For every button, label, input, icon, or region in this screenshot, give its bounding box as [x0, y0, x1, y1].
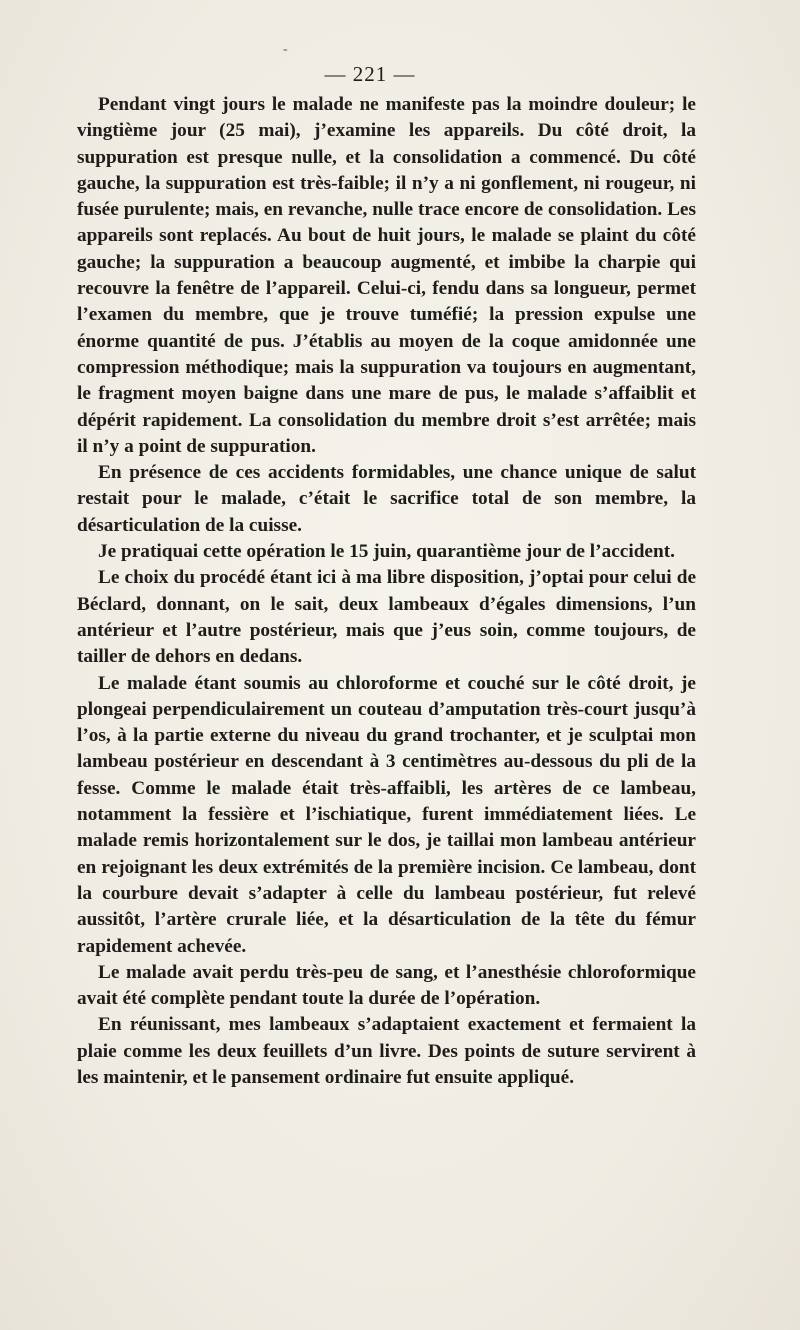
paragraph: Je pratiquai cette opération le 15 juin, quarantième jour de l’accident. [98, 541, 675, 563]
paragraph: En réunissant, mes lambeaux s’adaptaient exactement et fermaient la plaie comme les deux feuillets d’un livre. Des points de suture servirent à les maintenir, et le pansement ordinaire fut ensuite appliqué. [77, 1014, 696, 1088]
stray-mark: - [283, 42, 288, 57]
page-number: — 221 — [324, 62, 416, 86]
paragraph: Le malade étant soumis au chloroforme et couché sur le côté droit, je plongeai perpendiculairement un couteau d’amputation très-court jusqu’à l’os, à la partie externe du niveau du grand trochanter, et je sculptai mon lambeau postérieur en descendant à 3 centimètres au-dessous du pli de la fesse. Comme le malade était très-affaibli, les artères de ce lambeau, notamment la fessière et l’ischiatique, furent immédiatement liées. Le malade remis horizontalement sur le dos, je taillai mon lambeau antérieur en rejoignant les deux extrémités de la première incision. Ce lambeau, dont la courbure devait s’adapter à celle du lambeau postérieur, fut relevé aussitôt, l’artère crurale liée, et la désarticulation de la tête du fémur rapidement achevée. [77, 672, 696, 957]
body-text [77, 92, 696, 1091]
paragraph: En présence de ces accidents formidables, une chance unique de salut restait pour le malade, c’était le sacrifice total de son membre, la désarticulation de la cuisse. [77, 462, 696, 536]
paragraph: Le malade avait perdu très-peu de sang, et l’anesthésie chloroformique avait été complète pendant toute la durée de l’opération. [77, 961, 696, 1010]
paragraph: Pendant vingt jours le malade ne manifeste pas la moindre douleur; le vingtième jour (25 mai), j’examine les appareils. Du côté droit, la suppuration est presque nulle, et la consolidation a commencé. Du côté gauche, la suppuration est très-faible; il n’y a ni gonflement, ni rougeur, ni fusée purulente; mais, en revanche, nulle trace encore de consolidation. Les appareils sont replacés. Au bout de huit jours, le malade se plaint du côté gauche; la suppuration a beaucoup augmenté, et imbibe la charpie qui recouvre la fenêtre de l’appareil. Celui-ci, fendu dans sa longueur, permet l’examen du membre, que je trouve tuméfié; la pression expulse une énorme quantité de pus. J’établis au moyen de la coque amidonnée une compression méthodique; mais la suppuration va toujours en augmentant, le fragment moyen baigne dans une mare de pus, le malade s’affaiblit et dépérit rapidement. La consolidation du membre droit s’est arrêtée; mais il n’y a point de suppuration. [77, 94, 696, 457]
paragraph: Le choix du procédé étant ici à ma libre disposition, j’optai pour celui de Béclard, donnant, on le sait, deux lambeaux d’égales dimensions, l’un antérieur et l’autre postérieur, mais que j’eus soin, comme toujours, de tailler de dehors en dedans. [77, 567, 696, 668]
